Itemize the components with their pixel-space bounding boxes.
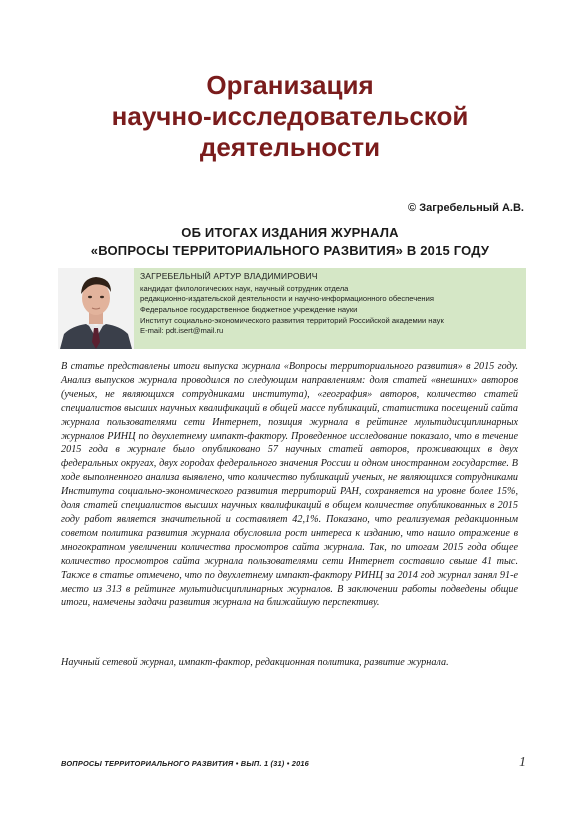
- author-portrait-image: [58, 268, 134, 349]
- page-number: 1: [519, 755, 526, 770]
- section-title: [0, 70, 580, 163]
- author-department: редакционно-издательской деятельности и научно-информационного обеспечения: [140, 294, 434, 304]
- page-footer: [61, 757, 526, 771]
- author-info-panel: [134, 268, 526, 349]
- author-box: [58, 268, 526, 349]
- article-title-line-1: ОБ ИТОГАХ ИЗДАНИЯ ЖУРНАЛА: [181, 225, 399, 240]
- author-photo: [58, 268, 134, 349]
- author-name: ЗАГРЕБЕЛЬНЫЙ АРТУР ВЛАДИМИРОВИЧ: [140, 271, 318, 281]
- section-title-line-3: деятельности: [199, 132, 381, 162]
- journal-footer-title: ВОПРОСЫ ТЕРРИТОРИАЛЬНОГО РАЗВИТИЯ • ВЫП. 1 (31) • 2016: [61, 759, 309, 768]
- author-email: E-mail: pdt.isert@mail.ru: [140, 326, 224, 336]
- section-title-line-2: научно-исследовательской: [111, 101, 469, 131]
- section-title-line-1: Организация: [206, 70, 374, 100]
- keywords: Научный сетевой журнал, импакт-фактор, редакционная политика, развитие журнала.: [61, 657, 449, 668]
- copyright-author: © Загребельный А.В.: [408, 202, 524, 214]
- article-title: [0, 224, 580, 260]
- author-institute: Институт социально-экономического развития территорий Российской академии наук: [140, 315, 444, 325]
- article-title-line-2: «ВОПРОСЫ ТЕРРИТОРИАЛЬНОГО РАЗВИТИЯ» В 2015 ГОДУ: [90, 243, 490, 258]
- author-organization-type: Федеральное государственное бюджетное учреждение науки: [140, 304, 358, 314]
- author-degree: кандидат филологических наук, научный сотрудник отдела: [140, 283, 349, 293]
- abstract-paragraph: В статье представлены итоги выпуска журнала «Вопросы территориального развития» в 2015 году. Анализ выпусков журнала проводился по следующим направлениям: доля статей «внешних» авторов (ученых, не являющихся сотрудниками института), «география» авторов, количество статей специалистов высших научных квалификаций в общей массе публикаций, статистика посещений сайта журнала пользователями сети Интернет, позиция журнала в рейтинге мультидисциплинарных журналов РИНЦ по двухлетнему импакт-фактору. Проведенное исследование показало, что в течение 2015 года в журнале было опубликовано 57 научных статей авторов, проживающих в двух федеральных округах, двух городах федерального значения России и одном иностранном государстве. В ходе выполненного анализа выявлено, что количество публикаций ученых, не являющихся сотрудниками Института социально-экономического развития территорий РАН, сохраняется на уровне более 15%, доля статей специалистов высших научных квалификаций в общем количестве опубликованных в 2015 году работ является значительной и составляет 42,1%. Показано, что реализуемая редакционным советом политика развития журнала обусловила рост интереса к изданию, что нашло отражение в многократном увеличении количества просмотров сайта журнала. Так, по итогам 2015 года общее количество просмотров сайта журнала пользователями сети Интернет составило свыше 41 тыс. Также в статье отмечено, что по двухлетнему импакт-фактору РИНЦ за 2014 год журнал занял 91-е место из 313 в рейтинге мультидисциплинарных журналов. В заключении работы подведены общие итоги, намечены задачи развития журнала на ближайшую перспективу.: [61, 361, 518, 609]
